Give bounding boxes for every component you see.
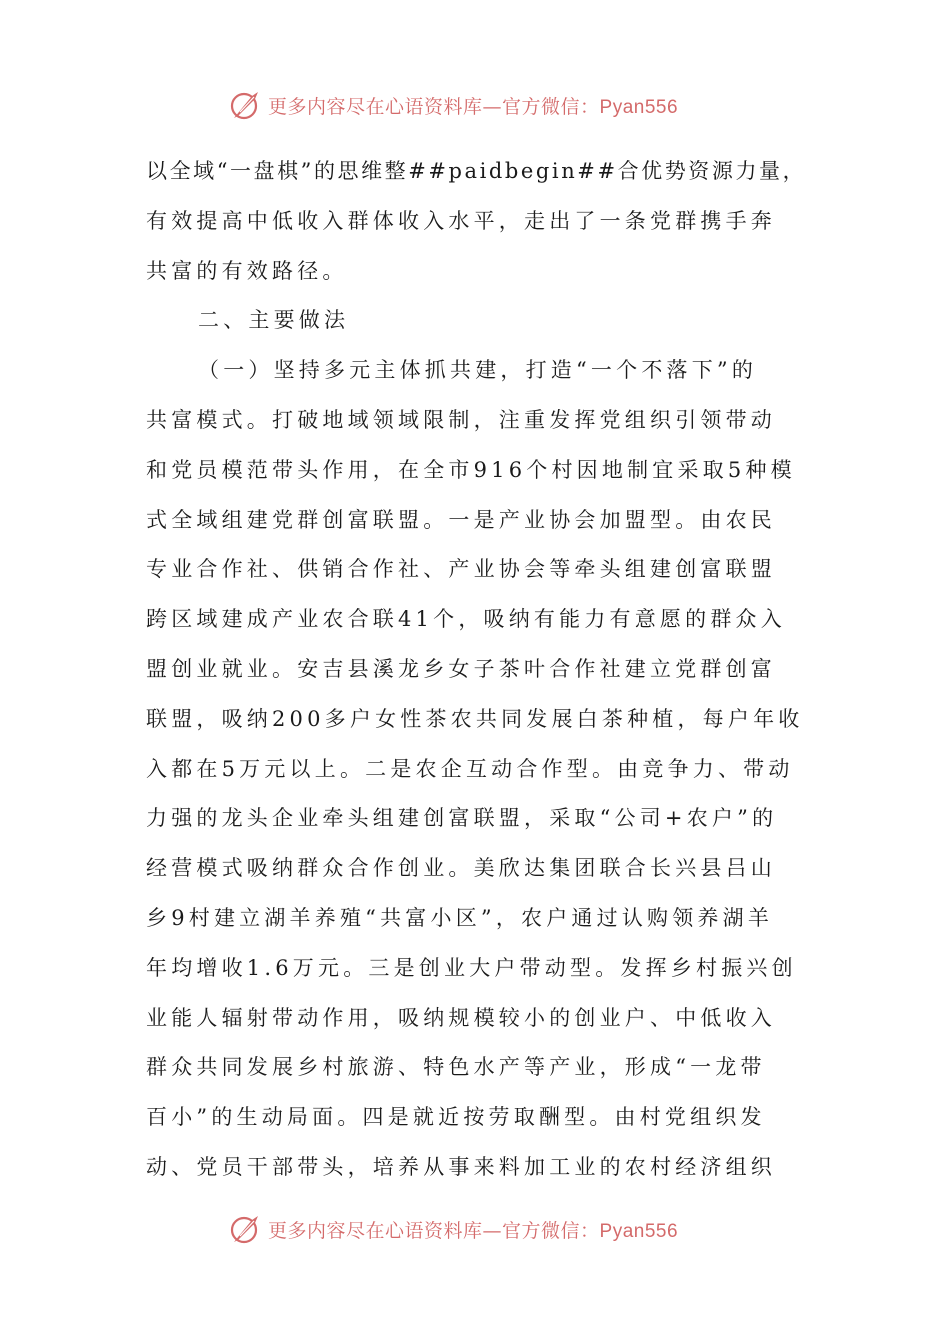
text-line: 共富的有效路径。 — [146, 258, 348, 283]
text-line: 年均增收1.6万元。三是创业大户带动型。发挥乡村振兴创 — [146, 955, 797, 980]
text-line: 业能人辐射带动作用，吸纳规模较小的创业户、中低收入 — [146, 1005, 776, 1030]
text-line: 专业合作社、供销合作社、产业协会等牵头组建创富联盟 — [146, 557, 776, 582]
footer-watermark — [228, 1212, 678, 1246]
text-line: 以全域“一盘棋”的思维整##paidbegin##合优势资源力量， — [146, 159, 807, 183]
text-line: 和党员模范带头作用，在全市916个村因地制宜采取5种模 — [146, 457, 796, 482]
text-line: 乡9村建立湖羊养殖“共富小区”，农户通过认购领养湖羊 — [146, 905, 774, 930]
section-heading: 二、主要做法 — [198, 308, 350, 333]
header-watermark — [228, 88, 678, 122]
text-line: 盟创业就业。安吉县溪龙乡女子茶叶合作社建立党群创富 — [146, 656, 776, 681]
watermark-text: 更多内容尽在心语资料库—官方微信：Pyan556 — [268, 95, 679, 118]
text-line: 有效提高中低收入群体收入水平，走出了一条党群携手奔 — [146, 208, 776, 233]
text-line: 百小”的生动局面。四是就近按劳取酬型。由村党组织发 — [146, 1105, 766, 1130]
text-line: 联盟，吸纳200多户女性茶农共同发展白茶种植，每户年收 — [146, 706, 804, 731]
text-line: 动、党员干部带头，培养从事来料加工业的农村经济组织 — [146, 1154, 776, 1179]
watermark-brand: Pyan556 — [599, 96, 679, 118]
text-line: 力强的龙头企业牵头组建创富联盟，采取“公司+农户”的 — [146, 806, 778, 831]
text-line: 式全域组建党群创富联盟。一是产业协会加盟型。由农民 — [146, 507, 776, 532]
quill-logo-icon — [228, 88, 262, 122]
text-line: 群众共同发展乡村旅游、特色水产等产业，形成“一龙带 — [146, 1055, 766, 1080]
text-line: 跨区域建成产业农合联41个，吸纳有能力有意愿的群众入 — [146, 607, 786, 632]
text-line: 入都在5万元以上。二是农企互动合作型。由竞争力、带动 — [146, 756, 794, 781]
text-line: 共富模式。打破地域领域限制，注重发挥党组织引领带动 — [146, 407, 776, 432]
document-body — [146, 147, 806, 1193]
watermark-brand: Pyan556 — [599, 1220, 679, 1242]
quill-logo-icon — [228, 1212, 262, 1246]
subsection-heading-line: （一）坚持多元主体抓共建，打造“一个不落下”的 — [198, 358, 758, 383]
watermark-text: 更多内容尽在心语资料库—官方微信：Pyan556 — [268, 1219, 679, 1242]
text-line: 经营模式吸纳群众合作创业。美欣达集团联合长兴县吕山 — [146, 856, 776, 881]
